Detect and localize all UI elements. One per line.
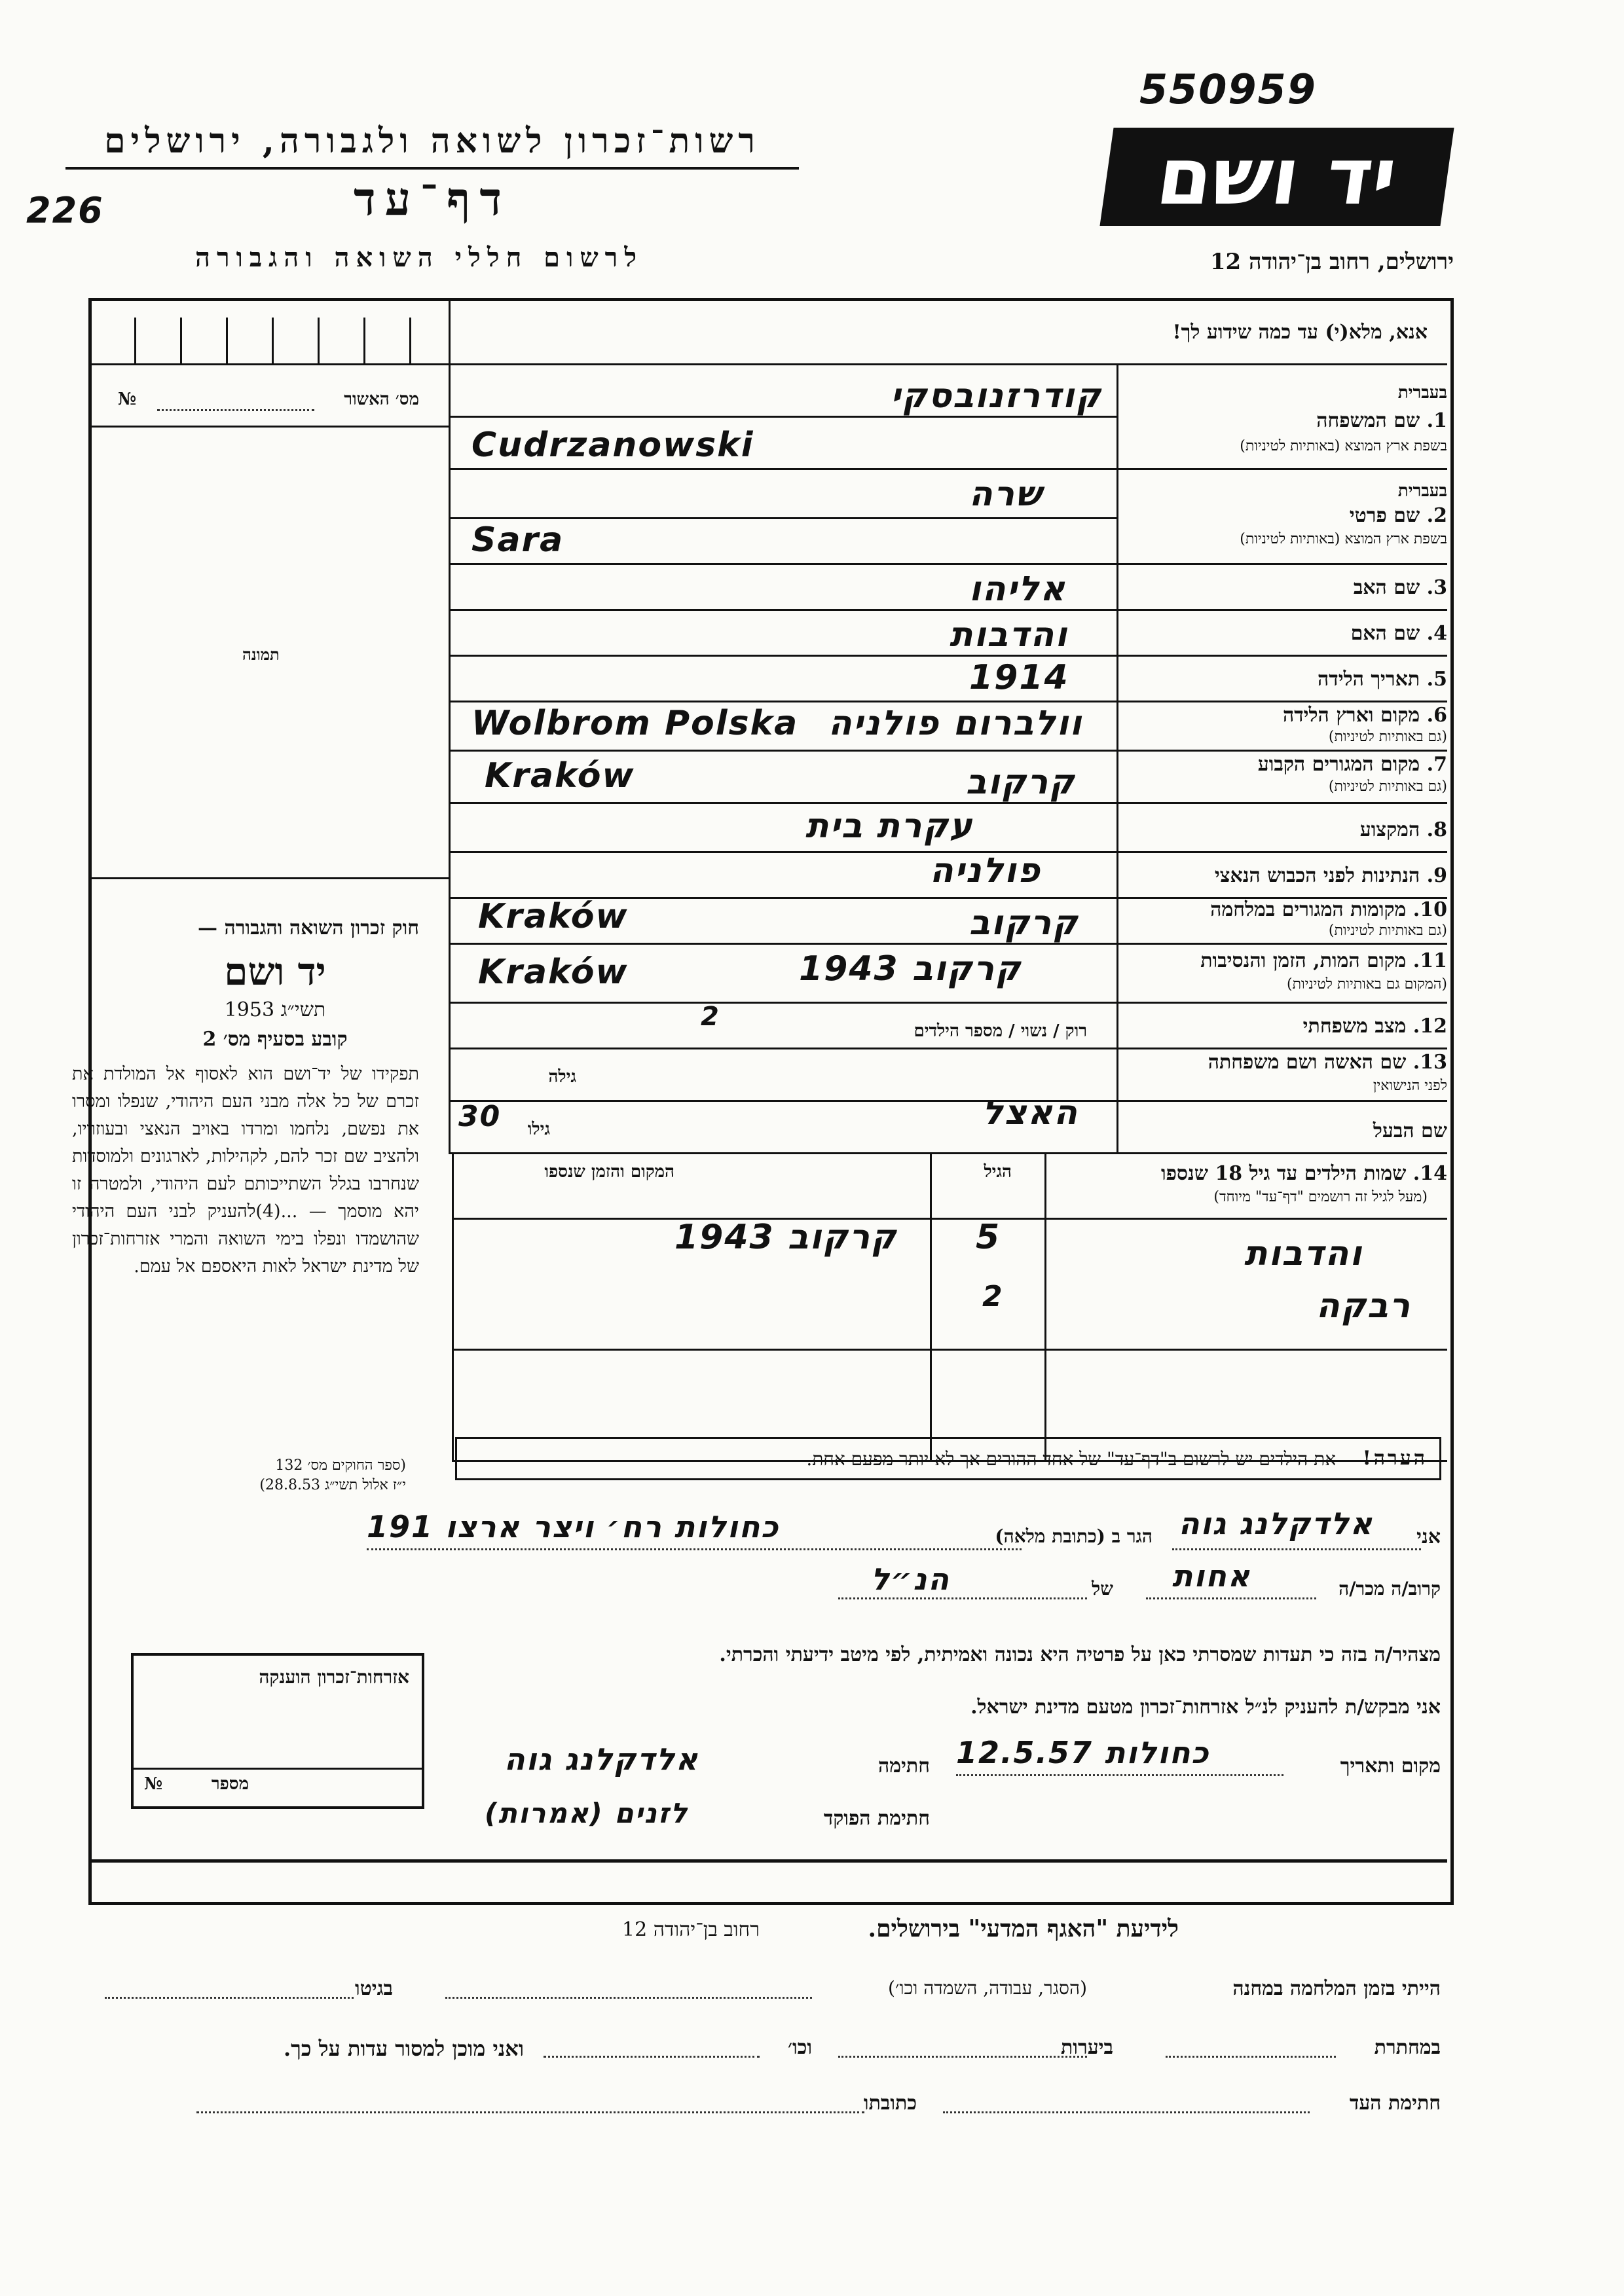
footer-address: רחוב בן־יהודה 12 bbox=[622, 1918, 760, 1941]
grid-tick bbox=[363, 318, 365, 363]
law-footnote1: (ספר החוקים מס׳ 132 bbox=[275, 1457, 406, 1474]
footer-line3-b: כתובתו bbox=[863, 2092, 917, 2115]
child1-name: והדבות bbox=[1244, 1234, 1363, 1273]
declarant-address: כחולות רח׳ ויצר ארצו 191 bbox=[367, 1509, 780, 1544]
field13-age-label: גילה bbox=[548, 1067, 576, 1087]
row-line bbox=[449, 609, 1447, 611]
field11-label-text: מקום המות, הזמן והנסיבות bbox=[1200, 949, 1407, 972]
declarant-resident-label: הגר ב (כתובת מלאה) bbox=[995, 1525, 1153, 1547]
field6-value-lat: Wolbrom Polska bbox=[471, 704, 799, 743]
request-text: אני מבקש/ת להעניק לנ״ל אזרחות־זכרון מטעם מדינת ישראל. bbox=[970, 1696, 1441, 1719]
husband-age-value: 30 bbox=[458, 1100, 502, 1133]
footer-line1-b: (הסגר, עבודה, השמדה וכו׳) bbox=[887, 1977, 1087, 1999]
declarant-i: אני bbox=[1416, 1525, 1441, 1548]
field10-label bbox=[1210, 898, 1447, 921]
grid-tick bbox=[318, 318, 320, 363]
field11-sub: (המקום גם באותיות לטיניות) bbox=[1287, 976, 1447, 993]
field9-no: 9. bbox=[1426, 864, 1447, 887]
approval-no-sign: № bbox=[118, 390, 137, 409]
children-col-divider bbox=[1044, 1152, 1046, 1460]
children-header-line bbox=[452, 1218, 1447, 1220]
field9-label bbox=[1215, 864, 1447, 887]
footer-line1-dots bbox=[445, 1997, 812, 1999]
field1-sub: בשפת ארץ המוצא (באותיות לטיניות) bbox=[1240, 438, 1447, 454]
footer-etc-dots bbox=[544, 2056, 760, 2058]
field13-sub: לפני הנישואין bbox=[1373, 1078, 1447, 1094]
approval-number-line bbox=[157, 409, 314, 411]
field6-label bbox=[1283, 704, 1447, 727]
field1-tag: בעברית bbox=[1397, 383, 1447, 403]
field3-label bbox=[1354, 576, 1447, 599]
footer-line2-c: וכו׳ bbox=[788, 2036, 812, 2059]
of-line bbox=[838, 1597, 1087, 1599]
field12-children-count: 2 bbox=[701, 1002, 720, 1032]
field1-label-text: שם המשפחה bbox=[1316, 409, 1420, 432]
officer-label: חתימת הפוקד bbox=[823, 1807, 930, 1830]
field12-status: רוק / נשוי / מספר הילדים bbox=[913, 1021, 1087, 1041]
field7-sub: (גם באותיות לטיניות) bbox=[1328, 778, 1447, 795]
of-label: של bbox=[1092, 1578, 1113, 1599]
form-subtitle: לרשום חללי השואה והגבורה bbox=[194, 242, 644, 273]
place-date-line bbox=[956, 1774, 1283, 1776]
file-number: 550959 bbox=[1139, 65, 1317, 113]
field8-label bbox=[1360, 818, 1447, 841]
child1-age: 5 bbox=[976, 1218, 1001, 1257]
footer-witness-addr-dots bbox=[196, 2111, 864, 2113]
field11-no: 11. bbox=[1412, 949, 1447, 972]
children-header-text: שמות הילדים עד גיל 18 שנספו bbox=[1160, 1162, 1407, 1185]
address: ירושלים, רחוב בן־יהודה 12 bbox=[1209, 249, 1454, 275]
field11-label bbox=[1200, 949, 1447, 972]
row-line bbox=[449, 655, 1447, 657]
footer-line2-a: במחתרת bbox=[1374, 2036, 1441, 2059]
field2-value-heb: שרה bbox=[969, 475, 1043, 514]
field1-value-lat: Cudrzanowski bbox=[471, 426, 754, 465]
grid-tick bbox=[134, 318, 136, 363]
declarant-address-line bbox=[367, 1548, 1022, 1550]
field3-no: 3. bbox=[1426, 576, 1447, 599]
children-col-age: הגיל bbox=[984, 1162, 1012, 1182]
row-line bbox=[449, 1048, 1447, 1049]
field6-no: 6. bbox=[1426, 704, 1447, 727]
note-label: הערה! bbox=[1362, 1447, 1428, 1470]
children-left-border bbox=[452, 1152, 454, 1460]
row-line bbox=[449, 701, 1447, 702]
row-line bbox=[449, 416, 1116, 418]
grid-tick bbox=[180, 318, 182, 363]
field1-value-heb: קודרזנובסקי bbox=[891, 376, 1102, 416]
field7-no: 7. bbox=[1426, 753, 1447, 776]
law-line2: יד ושם bbox=[224, 949, 326, 994]
signature-value: אלדקלנג גוה bbox=[504, 1741, 699, 1777]
footer-title: לידיעת "האגף המדעי" בירושלים. bbox=[868, 1915, 1179, 1942]
intro-line: אנא, מלא(י) עד כמה שידוע לך! bbox=[1172, 321, 1428, 344]
officer-signature: לזנים (אמרות) bbox=[485, 1797, 689, 1829]
field8-label-text: המקצוע bbox=[1359, 818, 1420, 841]
children-no: 14. bbox=[1412, 1162, 1447, 1185]
children-col-place: המקום והזמן שנספו bbox=[544, 1162, 674, 1182]
field12-label bbox=[1303, 1015, 1447, 1038]
field2-no: 2. bbox=[1426, 504, 1447, 527]
footer-underground-dots bbox=[1166, 2056, 1336, 2058]
signature-label: חתימה bbox=[878, 1755, 930, 1777]
footer-line2-d: ואני מוכן למסור עדות על כך. bbox=[283, 2036, 524, 2061]
field4-label-text: שם האם bbox=[1350, 622, 1420, 645]
form-title: דף־עד bbox=[353, 172, 511, 226]
footer-ghetto-dots bbox=[105, 1997, 354, 1999]
law-paragraph: תפקידו של יד־ושם הוא לאסוף אל המולדת את זכרם של כל אלה מבני העם היהודי, שנפלו ומסרו את נפשם, נלחמו ומרדו באויב הנאצי ובעוזריו, ולהציב שם זכר להם, לקהילות, לארגונים ולמוסדות שנחרבו בגלל השתייכותם לעם היהודי, ולמטרה זו יהא מוסמך — ...(4)להעניק לבני העם היהודי שהושמדו ונפלו בימי השואה והמרי אזרחות־זכרון של מדינת ישראל לאות היאספם אל עמם. bbox=[72, 1064, 419, 1277]
approval-label: מס׳ האשור bbox=[344, 390, 419, 409]
field3-value: אליהו bbox=[969, 570, 1067, 609]
relation-line bbox=[1146, 1597, 1316, 1599]
field5-no: 5. bbox=[1426, 668, 1447, 691]
note-text: את הילדים יש לרשום ב"דף־עד" של אחד ההורים אך לא יותר מפעם אחת. bbox=[806, 1448, 1336, 1470]
citizenship-no-sign: № bbox=[144, 1774, 163, 1794]
label-column-divider bbox=[1116, 363, 1118, 1152]
citizenship-number-line bbox=[131, 1768, 422, 1770]
yad-vashem-logo: יד ושם bbox=[1099, 128, 1454, 226]
of-name: הנ״ל bbox=[871, 1561, 950, 1597]
row-line bbox=[449, 750, 1447, 752]
field11-value-lat: Kraków bbox=[478, 953, 629, 992]
grid-tick bbox=[226, 318, 228, 363]
header-rule bbox=[65, 167, 799, 170]
child2-name: רבקה bbox=[1316, 1286, 1412, 1326]
field9-value: פולניה bbox=[930, 851, 1042, 890]
field6-label-text: מקום וארץ הלידה bbox=[1282, 704, 1420, 727]
field4-value: והדבות bbox=[950, 615, 1069, 655]
law-line1: חוק זכרון השואה והגבורה — bbox=[198, 917, 419, 939]
declarant-name-line bbox=[1172, 1548, 1421, 1550]
field2-label bbox=[1350, 504, 1447, 527]
law-footnote2: י״ז אלול תשי״ג 28.8.53) bbox=[259, 1477, 406, 1493]
relative-label: קרוב/ה מכר/ה bbox=[1338, 1578, 1441, 1599]
child2-age: 2 bbox=[982, 1280, 1004, 1313]
declaration-text: מצהיר/ה בזה כי תעדות שמסרתי כאן על פרטיה היא נכונה ואמיתית, לפי מיטב ידיעתי והכרתי. bbox=[719, 1643, 1441, 1666]
footer-line2-b: ביערות bbox=[1060, 2036, 1113, 2059]
field7-label-text: מקום המגורים הקבוע bbox=[1257, 753, 1420, 776]
row-line bbox=[92, 363, 1447, 365]
photo-top-line bbox=[92, 426, 449, 428]
field12-no: 12. bbox=[1412, 1015, 1447, 1038]
place-date-label: מקום ותאריך bbox=[1340, 1755, 1441, 1777]
field6-value-heb: וולברום פולניה bbox=[828, 704, 1083, 743]
children-header-sub: (מעל לגיל זה רושמים "דף־עד" מיוחד) bbox=[1213, 1189, 1428, 1205]
child1-place: קרקוב 1943 bbox=[674, 1218, 898, 1257]
field7-label bbox=[1258, 753, 1447, 776]
photo-label: תמונה bbox=[242, 645, 280, 664]
field5-value: 1914 bbox=[969, 658, 1069, 697]
grid-tick bbox=[409, 318, 411, 363]
field8-value: עקרת בית bbox=[805, 807, 974, 846]
children-row-line bbox=[452, 1349, 1447, 1351]
photo-bottom-line bbox=[92, 877, 449, 879]
field4-no: 4. bbox=[1426, 622, 1447, 645]
field2-tag: בעברית bbox=[1397, 481, 1447, 501]
field3-label-text: שם האב bbox=[1353, 576, 1420, 599]
field1-no: 1. bbox=[1426, 409, 1447, 432]
footer-witness-sig-dots bbox=[943, 2111, 1310, 2113]
page-marker: 226 bbox=[26, 190, 104, 231]
row-line bbox=[449, 1152, 1447, 1154]
field13-label bbox=[1208, 1051, 1447, 1074]
field10-no: 10. bbox=[1412, 898, 1447, 921]
husband-age-label: גילו bbox=[527, 1120, 550, 1139]
footer-forest-dots bbox=[838, 2056, 1087, 2058]
row-line bbox=[449, 943, 1447, 945]
row-line bbox=[449, 802, 1447, 804]
field7-value-heb: קרקוב bbox=[966, 763, 1076, 802]
footer-line3-a: חתימת העד bbox=[1349, 2092, 1441, 2115]
footer-line1-c: בגיטו bbox=[354, 1977, 393, 2000]
law-line3: תשי״ג 1953 bbox=[224, 998, 326, 1021]
field12-label-text: מצב משפחתי bbox=[1302, 1015, 1407, 1038]
field5-label-text: תאריך הלידה bbox=[1318, 668, 1420, 691]
field10-value-heb: קרקוב bbox=[969, 903, 1079, 943]
field2-value-lat: Sara bbox=[471, 520, 564, 560]
left-column-divider bbox=[449, 301, 451, 1152]
field10-label-text: מקומות המגורים במלחמה bbox=[1210, 898, 1407, 921]
field13-label-text: שם האשה ושם משפחתה bbox=[1208, 1051, 1407, 1074]
field2-label-text: שם פרטי bbox=[1349, 504, 1420, 527]
field2-sub: בשפת ארץ המוצא (באותיות לטיניות) bbox=[1240, 531, 1447, 547]
field13-no: 13. bbox=[1412, 1051, 1447, 1074]
row-line bbox=[449, 1100, 1447, 1102]
grid-tick bbox=[272, 318, 274, 363]
row-line bbox=[449, 563, 1447, 565]
field10-sub: (גם באותיות לטיניות) bbox=[1328, 922, 1447, 939]
place-date-value: כחולות 12.5.57 bbox=[956, 1735, 1210, 1770]
relation-value: אחות bbox=[1172, 1558, 1251, 1594]
children-col-divider bbox=[930, 1152, 932, 1460]
field4-label bbox=[1351, 622, 1447, 645]
husband-value: האצל bbox=[982, 1093, 1079, 1133]
authority-line: רשות־זכרון לשואה ולגבורה, ירושלים bbox=[104, 121, 760, 161]
citizenship-number-label: מספר bbox=[211, 1774, 249, 1794]
field5-label bbox=[1318, 668, 1447, 691]
footer-line1-a: הייתי בזמן המלחמה במחנה bbox=[1232, 1977, 1441, 2000]
children-header bbox=[1161, 1162, 1447, 1185]
row-line bbox=[449, 1002, 1447, 1004]
field7-value-lat: Kraków bbox=[485, 756, 635, 795]
row-line bbox=[449, 468, 1447, 470]
field8-no: 8. bbox=[1426, 818, 1447, 841]
field6-sub: (גם באותיות לטיניות) bbox=[1328, 729, 1447, 745]
field9-label-text: הנתינות לפני הכבוש הנאצי bbox=[1214, 864, 1420, 887]
husband-label: שם הבעל bbox=[1373, 1120, 1447, 1142]
footer-separator bbox=[92, 1859, 1447, 1863]
field10-value-lat: Kraków bbox=[478, 897, 629, 936]
declarant-name: אלדקלנג גוה bbox=[1179, 1506, 1374, 1541]
citizenship-title: אזרחות־זכרון הוענקה bbox=[259, 1666, 409, 1688]
field1-label bbox=[1316, 409, 1447, 432]
law-line4: קובע בסעיף מס׳ 2 bbox=[202, 1028, 348, 1051]
field11-value-heb: קרקוב 1943 bbox=[799, 949, 1022, 989]
row-line bbox=[449, 517, 1116, 519]
